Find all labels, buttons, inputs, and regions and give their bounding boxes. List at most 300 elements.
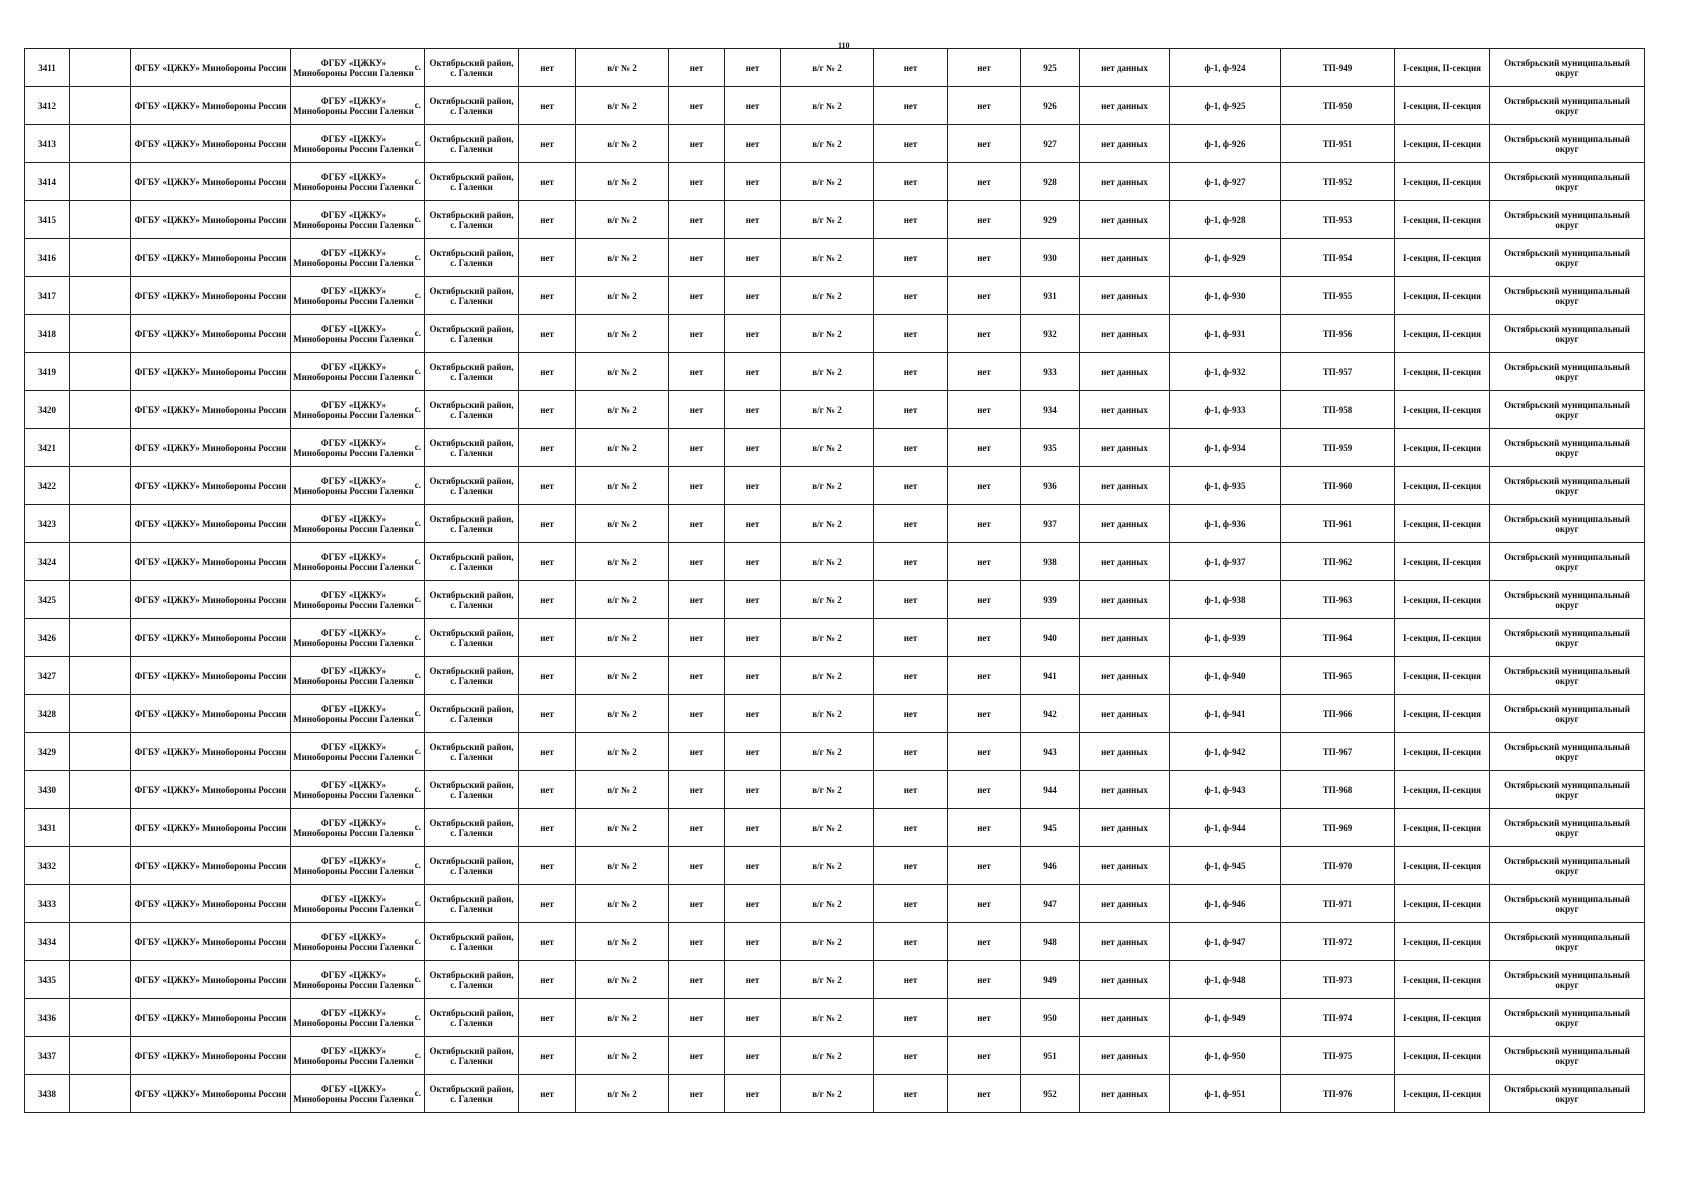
cell-owner: ФГБУ «ЦЖКУ» Минобороны России bbox=[131, 277, 291, 315]
cell-empty bbox=[70, 467, 131, 505]
cell-owner: ФГБУ «ЦЖКУ» Минобороны России bbox=[131, 961, 291, 999]
cell-status: нет bbox=[519, 1037, 576, 1075]
cell-data-status: нет данных bbox=[1080, 201, 1170, 239]
cell-location: Октябрьский район, с. Галенки bbox=[425, 315, 519, 353]
table-row bbox=[25, 923, 1645, 961]
cell-owner: ФГБУ «ЦЖКУ» Минобороны России bbox=[131, 1075, 291, 1113]
cell-district: Октябрьский муниципальный округ bbox=[1490, 695, 1645, 733]
cell-feeders: ф-1, ф-933 bbox=[1170, 391, 1281, 429]
cell-military-town: в/г № 2 bbox=[576, 847, 669, 885]
cell-military-town: в/г № 2 bbox=[576, 353, 669, 391]
cell-status: нет bbox=[948, 49, 1021, 87]
cell-data-status: нет данных bbox=[1080, 809, 1170, 847]
settlement-abbr: с. bbox=[414, 632, 421, 642]
cell-status: нет bbox=[948, 391, 1021, 429]
table-row bbox=[25, 1075, 1645, 1113]
cell-district: Октябрьский муниципальный округ bbox=[1490, 1037, 1645, 1075]
cell-status: нет bbox=[874, 809, 948, 847]
cell-military-town: в/г № 2 bbox=[576, 695, 669, 733]
cell-district: Октябрьский муниципальный округ bbox=[1490, 733, 1645, 771]
cell-military-town: в/г № 2 bbox=[781, 277, 874, 315]
settlement-abbr: с. bbox=[414, 936, 421, 946]
cell-military-town: в/г № 2 bbox=[781, 201, 874, 239]
cell-status: нет bbox=[519, 847, 576, 885]
cell-status: нет bbox=[669, 201, 725, 239]
cell-feeders: ф-1, ф-928 bbox=[1170, 201, 1281, 239]
cell-empty bbox=[70, 87, 131, 125]
cell-status: нет bbox=[519, 1075, 576, 1113]
cell-status: нет bbox=[874, 657, 948, 695]
cell-status: нет bbox=[874, 885, 948, 923]
cell-district: Октябрьский муниципальный округ bbox=[1490, 505, 1645, 543]
cell-empty bbox=[70, 847, 131, 885]
cell-operator bbox=[291, 315, 425, 353]
cell-status: нет bbox=[874, 125, 948, 163]
cell-district: Октябрьский муниципальный округ bbox=[1490, 923, 1645, 961]
cell-district: Октябрьский муниципальный округ bbox=[1490, 885, 1645, 923]
cell-district: Октябрьский муниципальный округ bbox=[1490, 87, 1645, 125]
cell-empty bbox=[70, 619, 131, 657]
cell-owner: ФГБУ «ЦЖКУ» Минобороны России bbox=[131, 49, 291, 87]
cell-district: Октябрьский муниципальный округ bbox=[1490, 391, 1645, 429]
cell-district: Октябрьский муниципальный округ bbox=[1490, 125, 1645, 163]
cell-data-status: нет данных bbox=[1080, 505, 1170, 543]
operator-name: ФГБУ «ЦЖКУ» Минобороны России Галенки bbox=[293, 399, 414, 420]
cell-status: нет bbox=[519, 391, 576, 429]
cell-operator bbox=[291, 1075, 425, 1113]
cell-data-status: нет данных bbox=[1080, 315, 1170, 353]
settlement-abbr: с. bbox=[414, 366, 421, 376]
cell-status: нет bbox=[519, 999, 576, 1037]
cell-owner: ФГБУ «ЦЖКУ» Минобороны России bbox=[131, 429, 291, 467]
table-row bbox=[25, 49, 1645, 87]
cell-feeders: ф-1, ф-940 bbox=[1170, 657, 1281, 695]
cell-feeders: ф-1, ф-943 bbox=[1170, 771, 1281, 809]
cell-status: нет bbox=[669, 885, 725, 923]
cell-status: нет bbox=[669, 429, 725, 467]
cell-feeders: ф-1, ф-951 bbox=[1170, 1075, 1281, 1113]
cell-military-town: в/г № 2 bbox=[781, 1075, 874, 1113]
cell-owner: ФГБУ «ЦЖКУ» Минобороны России bbox=[131, 201, 291, 239]
table-row bbox=[25, 391, 1645, 429]
cell-owner: ФГБУ «ЦЖКУ» Минобороны России bbox=[131, 505, 291, 543]
cell-record-number: 3419 bbox=[25, 353, 70, 391]
cell-data-status: нет данных bbox=[1080, 1075, 1170, 1113]
settlement-abbr: с. bbox=[414, 708, 421, 718]
cell-operator bbox=[291, 277, 425, 315]
cell-district: Октябрьский муниципальный округ bbox=[1490, 467, 1645, 505]
cell-status: нет bbox=[948, 619, 1021, 657]
cell-owner: ФГБУ «ЦЖКУ» Минобороны России bbox=[131, 543, 291, 581]
cell-status: нет bbox=[669, 771, 725, 809]
cell-operator bbox=[291, 125, 425, 163]
cell-owner: ФГБУ «ЦЖКУ» Минобороны России bbox=[131, 467, 291, 505]
cell-status: нет bbox=[519, 201, 576, 239]
cell-location: Октябрьский район, с. Галенки bbox=[425, 391, 519, 429]
cell-military-town: в/г № 2 bbox=[576, 201, 669, 239]
settlement-abbr: с. bbox=[414, 860, 421, 870]
cell-record-number: 3431 bbox=[25, 809, 70, 847]
cell-empty bbox=[70, 733, 131, 771]
cell-status: нет bbox=[725, 619, 781, 657]
cell-object-number: 952 bbox=[1021, 1075, 1080, 1113]
cell-status: нет bbox=[874, 961, 948, 999]
cell-object-number: 936 bbox=[1021, 467, 1080, 505]
cell-status: нет bbox=[519, 505, 576, 543]
operator-name: ФГБУ «ЦЖКУ» Минобороны России Галенки bbox=[293, 1083, 414, 1104]
cell-status: нет bbox=[948, 1037, 1021, 1075]
cell-military-town: в/г № 2 bbox=[781, 619, 874, 657]
settlement-abbr: с. bbox=[414, 746, 421, 756]
cell-military-town: в/г № 2 bbox=[781, 847, 874, 885]
cell-feeders: ф-1, ф-947 bbox=[1170, 923, 1281, 961]
cell-military-town: в/г № 2 bbox=[781, 695, 874, 733]
cell-district: Октябрьский муниципальный округ bbox=[1490, 809, 1645, 847]
cell-operator bbox=[291, 581, 425, 619]
cell-empty bbox=[70, 961, 131, 999]
cell-military-town: в/г № 2 bbox=[781, 163, 874, 201]
cell-empty bbox=[70, 1037, 131, 1075]
operator-name: ФГБУ «ЦЖКУ» Минобороны России Галенки bbox=[293, 209, 414, 230]
cell-military-town: в/г № 2 bbox=[576, 505, 669, 543]
table-row bbox=[25, 429, 1645, 467]
cell-data-status: нет данных bbox=[1080, 429, 1170, 467]
cell-owner: ФГБУ «ЦЖКУ» Минобороны России bbox=[131, 733, 291, 771]
cell-substation: ТП-963 bbox=[1281, 581, 1395, 619]
cell-military-town: в/г № 2 bbox=[576, 619, 669, 657]
cell-empty bbox=[70, 201, 131, 239]
cell-object-number: 948 bbox=[1021, 923, 1080, 961]
cell-military-town: в/г № 2 bbox=[781, 581, 874, 619]
cell-substation: ТП-970 bbox=[1281, 847, 1395, 885]
cell-district: Октябрьский муниципальный округ bbox=[1490, 657, 1645, 695]
operator-name: ФГБУ «ЦЖКУ» Минобороны России Галенки bbox=[293, 1007, 414, 1028]
cell-location: Октябрьский район, с. Галенки bbox=[425, 49, 519, 87]
cell-status: нет bbox=[725, 467, 781, 505]
cell-data-status: нет данных bbox=[1080, 771, 1170, 809]
cell-sections: I-секция, II-секция bbox=[1395, 923, 1490, 961]
cell-empty bbox=[70, 657, 131, 695]
cell-owner: ФГБУ «ЦЖКУ» Минобороны России bbox=[131, 695, 291, 733]
cell-status: нет bbox=[669, 695, 725, 733]
cell-object-number: 931 bbox=[1021, 277, 1080, 315]
cell-status: нет bbox=[725, 847, 781, 885]
cell-empty bbox=[70, 391, 131, 429]
cell-status: нет bbox=[669, 847, 725, 885]
cell-substation: ТП-957 bbox=[1281, 353, 1395, 391]
cell-substation: ТП-971 bbox=[1281, 885, 1395, 923]
table-row bbox=[25, 1037, 1645, 1075]
cell-data-status: нет данных bbox=[1080, 163, 1170, 201]
cell-operator bbox=[291, 695, 425, 733]
cell-district: Октябрьский муниципальный округ bbox=[1490, 581, 1645, 619]
cell-substation: ТП-953 bbox=[1281, 201, 1395, 239]
cell-military-town: в/г № 2 bbox=[781, 733, 874, 771]
cell-military-town: в/г № 2 bbox=[576, 1075, 669, 1113]
cell-status: нет bbox=[874, 1075, 948, 1113]
cell-status: нет bbox=[669, 543, 725, 581]
operator-name: ФГБУ «ЦЖКУ» Минобороны России Галенки bbox=[293, 95, 414, 116]
cell-substation: ТП-968 bbox=[1281, 771, 1395, 809]
cell-sections: I-секция, II-секция bbox=[1395, 163, 1490, 201]
cell-substation: ТП-950 bbox=[1281, 87, 1395, 125]
table-row bbox=[25, 125, 1645, 163]
cell-empty bbox=[70, 239, 131, 277]
cell-location: Октябрьский район, с. Галенки bbox=[425, 771, 519, 809]
cell-operator bbox=[291, 505, 425, 543]
table-row bbox=[25, 163, 1645, 201]
cell-status: нет bbox=[948, 505, 1021, 543]
cell-substation: ТП-954 bbox=[1281, 239, 1395, 277]
cell-status: нет bbox=[874, 163, 948, 201]
cell-status: нет bbox=[669, 315, 725, 353]
cell-operator bbox=[291, 163, 425, 201]
cell-data-status: нет данных bbox=[1080, 619, 1170, 657]
cell-status: нет bbox=[725, 999, 781, 1037]
cell-data-status: нет данных bbox=[1080, 695, 1170, 733]
settlement-abbr: с. bbox=[414, 252, 421, 262]
cell-status: нет bbox=[519, 315, 576, 353]
cell-status: нет bbox=[725, 315, 781, 353]
cell-sections: I-секция, II-секция bbox=[1395, 733, 1490, 771]
cell-data-status: нет данных bbox=[1080, 87, 1170, 125]
cell-object-number: 926 bbox=[1021, 87, 1080, 125]
table-row bbox=[25, 581, 1645, 619]
cell-status: нет bbox=[948, 543, 1021, 581]
operator-name: ФГБУ «ЦЖКУ» Минобороны России Галенки bbox=[293, 589, 414, 610]
table-row bbox=[25, 505, 1645, 543]
cell-sections: I-секция, II-секция bbox=[1395, 885, 1490, 923]
cell-district: Октябрьский муниципальный округ bbox=[1490, 201, 1645, 239]
settlement-abbr: с. bbox=[414, 214, 421, 224]
cell-record-number: 3438 bbox=[25, 1075, 70, 1113]
cell-substation: ТП-974 bbox=[1281, 999, 1395, 1037]
table-row bbox=[25, 771, 1645, 809]
cell-data-status: нет данных bbox=[1080, 49, 1170, 87]
cell-status: нет bbox=[725, 239, 781, 277]
settlement-abbr: с. bbox=[414, 328, 421, 338]
cell-military-town: в/г № 2 bbox=[576, 1037, 669, 1075]
cell-owner: ФГБУ «ЦЖКУ» Минобороны России bbox=[131, 163, 291, 201]
cell-status: нет bbox=[519, 961, 576, 999]
cell-status: нет bbox=[669, 923, 725, 961]
cell-feeders: ф-1, ф-942 bbox=[1170, 733, 1281, 771]
cell-district: Октябрьский муниципальный округ bbox=[1490, 277, 1645, 315]
cell-military-town: в/г № 2 bbox=[781, 505, 874, 543]
cell-sections: I-секция, II-секция bbox=[1395, 961, 1490, 999]
cell-status: нет bbox=[948, 581, 1021, 619]
cell-status: нет bbox=[874, 49, 948, 87]
cell-status: нет bbox=[948, 809, 1021, 847]
cell-status: нет bbox=[519, 733, 576, 771]
cell-feeders: ф-1, ф-929 bbox=[1170, 239, 1281, 277]
cell-operator bbox=[291, 999, 425, 1037]
cell-sections: I-секция, II-секция bbox=[1395, 87, 1490, 125]
operator-name: ФГБУ «ЦЖКУ» Минобороны России Галенки bbox=[293, 475, 414, 496]
operator-name: ФГБУ «ЦЖКУ» Минобороны России Галенки bbox=[293, 361, 414, 382]
cell-operator bbox=[291, 885, 425, 923]
cell-location: Октябрьский район, с. Галенки bbox=[425, 125, 519, 163]
cell-operator bbox=[291, 657, 425, 695]
cell-status: нет bbox=[948, 961, 1021, 999]
cell-empty bbox=[70, 353, 131, 391]
cell-status: нет bbox=[725, 733, 781, 771]
cell-military-town: в/г № 2 bbox=[781, 315, 874, 353]
cell-district: Октябрьский муниципальный округ bbox=[1490, 353, 1645, 391]
cell-status: нет bbox=[519, 543, 576, 581]
settlement-abbr: с. bbox=[414, 1050, 421, 1060]
cell-status: нет bbox=[669, 239, 725, 277]
cell-substation: ТП-962 bbox=[1281, 543, 1395, 581]
cell-feeders: ф-1, ф-926 bbox=[1170, 125, 1281, 163]
cell-status: нет bbox=[948, 695, 1021, 733]
cell-sections: I-секция, II-секция bbox=[1395, 277, 1490, 315]
cell-military-town: в/г № 2 bbox=[576, 277, 669, 315]
cell-data-status: нет данных bbox=[1080, 239, 1170, 277]
cell-status: нет bbox=[874, 847, 948, 885]
cell-status: нет bbox=[669, 505, 725, 543]
operator-name: ФГБУ «ЦЖКУ» Минобороны России Галенки bbox=[293, 323, 414, 344]
cell-district: Октябрьский муниципальный округ bbox=[1490, 847, 1645, 885]
cell-status: нет bbox=[948, 277, 1021, 315]
cell-empty bbox=[70, 809, 131, 847]
cell-status: нет bbox=[725, 961, 781, 999]
cell-status: нет bbox=[874, 277, 948, 315]
operator-name: ФГБУ «ЦЖКУ» Минобороны России Галенки bbox=[293, 513, 414, 534]
cell-district: Октябрьский муниципальный округ bbox=[1490, 239, 1645, 277]
cell-status: нет bbox=[519, 657, 576, 695]
cell-substation: ТП-955 bbox=[1281, 277, 1395, 315]
cell-data-status: нет данных bbox=[1080, 1037, 1170, 1075]
cell-status: нет bbox=[874, 315, 948, 353]
cell-military-town: в/г № 2 bbox=[576, 239, 669, 277]
cell-sections: I-секция, II-секция bbox=[1395, 771, 1490, 809]
cell-data-status: нет данных bbox=[1080, 733, 1170, 771]
cell-district: Октябрьский муниципальный округ bbox=[1490, 315, 1645, 353]
cell-location: Октябрьский район, с. Галенки bbox=[425, 733, 519, 771]
cell-sections: I-секция, II-секция bbox=[1395, 1075, 1490, 1113]
cell-military-town: в/г № 2 bbox=[781, 87, 874, 125]
operator-name: ФГБУ «ЦЖКУ» Минобороны России Галенки bbox=[293, 741, 414, 762]
cell-substation: ТП-972 bbox=[1281, 923, 1395, 961]
cell-status: нет bbox=[948, 999, 1021, 1037]
cell-object-number: 943 bbox=[1021, 733, 1080, 771]
cell-location: Октябрьский район, с. Галенки bbox=[425, 809, 519, 847]
cell-district: Октябрьский муниципальный округ bbox=[1490, 961, 1645, 999]
cell-status: нет bbox=[725, 49, 781, 87]
settlement-abbr: с. bbox=[414, 404, 421, 414]
cell-object-number: 940 bbox=[1021, 619, 1080, 657]
cell-substation: ТП-966 bbox=[1281, 695, 1395, 733]
cell-feeders: ф-1, ф-925 bbox=[1170, 87, 1281, 125]
table-row bbox=[25, 277, 1645, 315]
cell-status: нет bbox=[874, 619, 948, 657]
operator-name: ФГБУ «ЦЖКУ» Минобороны России Галенки bbox=[293, 247, 414, 268]
table-row bbox=[25, 315, 1645, 353]
cell-sections: I-секция, II-секция bbox=[1395, 353, 1490, 391]
cell-object-number: 927 bbox=[1021, 125, 1080, 163]
cell-owner: ФГБУ «ЦЖКУ» Минобороны России bbox=[131, 847, 291, 885]
settlement-abbr: с. bbox=[414, 1012, 421, 1022]
cell-object-number: 939 bbox=[1021, 581, 1080, 619]
cell-substation: ТП-967 bbox=[1281, 733, 1395, 771]
cell-status: нет bbox=[874, 353, 948, 391]
cell-substation: ТП-964 bbox=[1281, 619, 1395, 657]
cell-feeders: ф-1, ф-941 bbox=[1170, 695, 1281, 733]
operator-name: ФГБУ «ЦЖКУ» Минобороны России Галенки bbox=[293, 665, 414, 686]
cell-sections: I-секция, II-секция bbox=[1395, 695, 1490, 733]
cell-substation: ТП-949 bbox=[1281, 49, 1395, 87]
cell-military-town: в/г № 2 bbox=[576, 467, 669, 505]
cell-owner: ФГБУ «ЦЖКУ» Минобороны России bbox=[131, 391, 291, 429]
cell-data-status: нет данных bbox=[1080, 923, 1170, 961]
page-number: 110 bbox=[838, 41, 850, 50]
cell-status: нет bbox=[948, 657, 1021, 695]
cell-status: нет bbox=[725, 923, 781, 961]
cell-status: нет bbox=[948, 163, 1021, 201]
cell-military-town: в/г № 2 bbox=[576, 163, 669, 201]
cell-status: нет bbox=[669, 49, 725, 87]
cell-location: Октябрьский район, с. Галенки bbox=[425, 239, 519, 277]
settlement-abbr: с. bbox=[414, 442, 421, 452]
cell-status: нет bbox=[519, 49, 576, 87]
cell-record-number: 3429 bbox=[25, 733, 70, 771]
table-row bbox=[25, 239, 1645, 277]
cell-owner: ФГБУ «ЦЖКУ» Минобороны России bbox=[131, 87, 291, 125]
cell-military-town: в/г № 2 bbox=[576, 923, 669, 961]
cell-feeders: ф-1, ф-927 bbox=[1170, 163, 1281, 201]
cell-record-number: 3420 bbox=[25, 391, 70, 429]
cell-military-town: в/г № 2 bbox=[781, 771, 874, 809]
cell-status: нет bbox=[874, 923, 948, 961]
cell-operator bbox=[291, 467, 425, 505]
cell-status: нет bbox=[948, 239, 1021, 277]
cell-sections: I-секция, II-секция bbox=[1395, 429, 1490, 467]
cell-data-status: нет данных bbox=[1080, 885, 1170, 923]
cell-operator bbox=[291, 619, 425, 657]
cell-operator bbox=[291, 733, 425, 771]
cell-object-number: 951 bbox=[1021, 1037, 1080, 1075]
cell-sections: I-секция, II-секция bbox=[1395, 543, 1490, 581]
cell-object-number: 949 bbox=[1021, 961, 1080, 999]
cell-status: нет bbox=[948, 353, 1021, 391]
cell-location: Октябрьский район, с. Галенки bbox=[425, 961, 519, 999]
cell-data-status: нет данных bbox=[1080, 543, 1170, 581]
cell-military-town: в/г № 2 bbox=[781, 391, 874, 429]
cell-object-number: 950 bbox=[1021, 999, 1080, 1037]
cell-data-status: нет данных bbox=[1080, 581, 1170, 619]
cell-military-town: в/г № 2 bbox=[576, 999, 669, 1037]
cell-empty bbox=[70, 885, 131, 923]
settlement-abbr: с. bbox=[414, 138, 421, 148]
cell-operator bbox=[291, 87, 425, 125]
cell-data-status: нет данных bbox=[1080, 657, 1170, 695]
settlement-abbr: с. bbox=[414, 480, 421, 490]
cell-empty bbox=[70, 125, 131, 163]
cell-status: нет bbox=[725, 429, 781, 467]
cell-location: Октябрьский район, с. Галенки bbox=[425, 467, 519, 505]
cell-status: нет bbox=[725, 125, 781, 163]
cell-status: нет bbox=[874, 201, 948, 239]
cell-data-status: нет данных bbox=[1080, 961, 1170, 999]
table-row bbox=[25, 847, 1645, 885]
cell-military-town: в/г № 2 bbox=[781, 999, 874, 1037]
cell-object-number: 946 bbox=[1021, 847, 1080, 885]
cell-military-town: в/г № 2 bbox=[781, 961, 874, 999]
cell-status: нет bbox=[669, 961, 725, 999]
cell-status: нет bbox=[948, 201, 1021, 239]
settlement-abbr: с. bbox=[414, 594, 421, 604]
